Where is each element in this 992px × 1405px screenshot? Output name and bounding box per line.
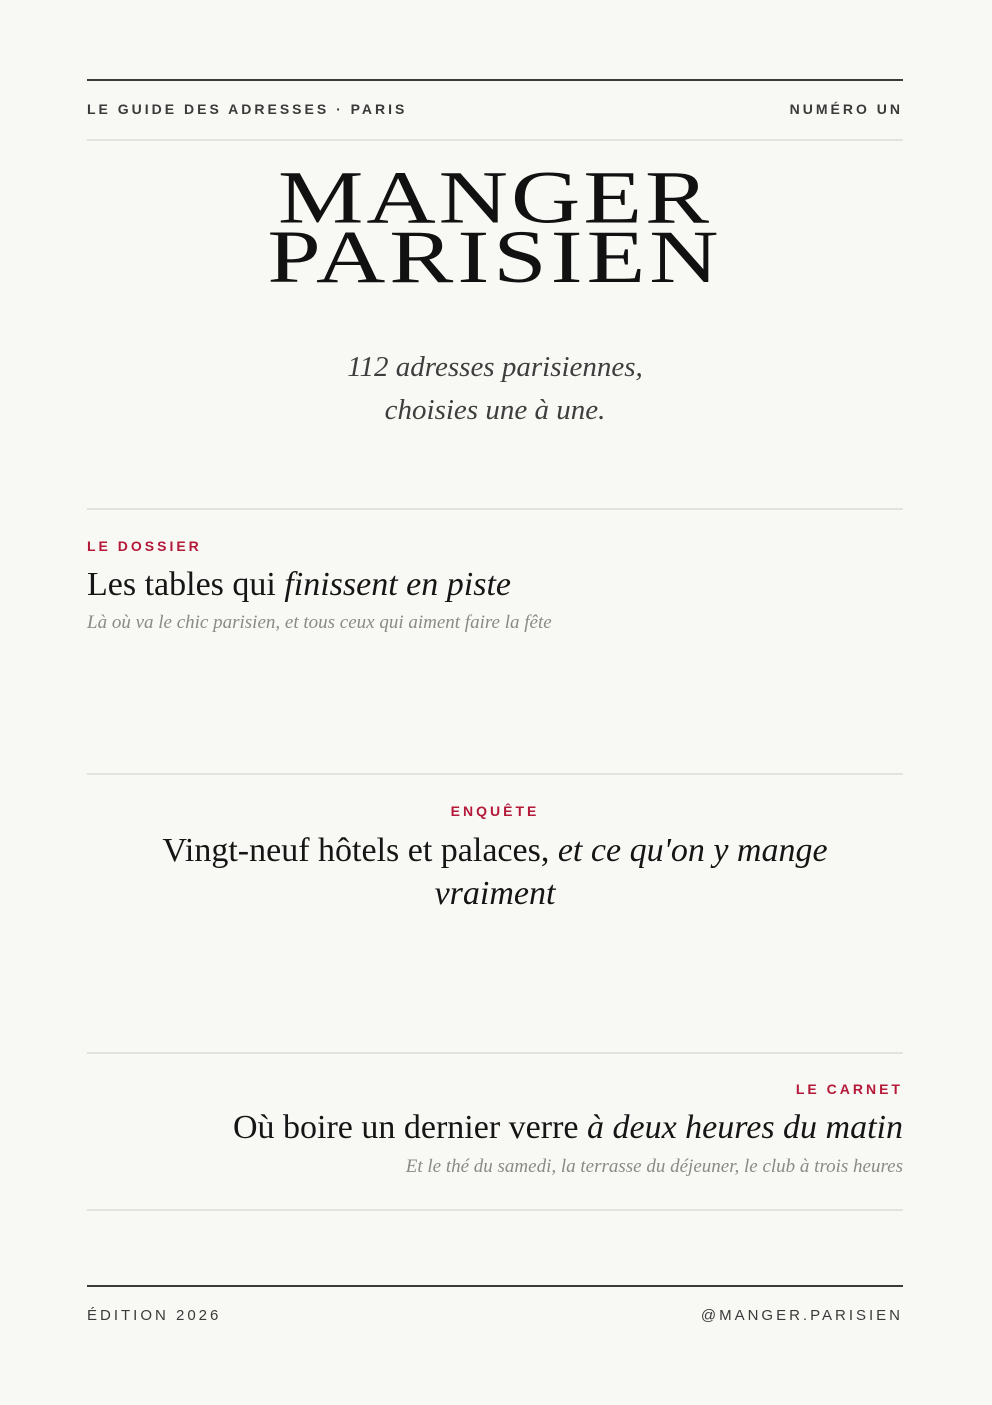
feature-headline-dossier	[87, 563, 903, 606]
headline-italic: à deux heures du matin	[586, 1109, 903, 1146]
feature-label-carnet: LE CARNET	[795, 1081, 903, 1097]
headline-plain: Les tables qui	[87, 566, 285, 603]
tagline-line-1: 112 adresses parisiennes,	[347, 351, 643, 383]
feature-headline-carnet	[87, 1106, 903, 1149]
section-rule	[87, 1052, 903, 1054]
footer-rule	[87, 1285, 903, 1287]
feature-label-enquete: ENQUÊTE	[450, 803, 540, 819]
feature-subtitle-dossier: Là où va le chic parisien, et tous ceux qui aiment faire la fête	[87, 612, 552, 633]
feature-headline-enquete	[140, 829, 850, 915]
section-rule	[87, 1209, 903, 1211]
section-rule	[87, 508, 903, 510]
feature-subtitle-carnet: Et le thé du samedi, la terrasse du déjeuner, le club à trois heures	[405, 1156, 903, 1177]
feature-label-dossier: LE DOSSIER	[87, 538, 202, 554]
section-rule	[87, 773, 903, 775]
headline-plain: Vingt-neuf hôtels et palaces,	[162, 832, 558, 869]
headline-italic: finissent en piste	[284, 566, 511, 603]
headline-plain: Où boire un dernier verre	[232, 1109, 587, 1146]
edition-year: ÉDITION 2026	[87, 1307, 222, 1324]
masthead-line-1: MANGER	[277, 155, 712, 239]
masthead-title	[87, 155, 903, 299]
tagline	[87, 346, 903, 432]
header-rule	[87, 139, 903, 141]
headline-italic: et ce qu'on y mange vraiment	[434, 832, 828, 912]
masthead-line-2: PARISIEN	[267, 214, 723, 299]
social-handle: @MANGER.PARISIEN	[700, 1307, 903, 1324]
top-rule	[87, 79, 903, 81]
tagline-line-2: choisies une à une.	[384, 394, 606, 426]
issue-number: NUMÉRO UN	[789, 101, 903, 117]
guide-kicker: LE GUIDE DES ADRESSES · PARIS	[87, 101, 408, 117]
